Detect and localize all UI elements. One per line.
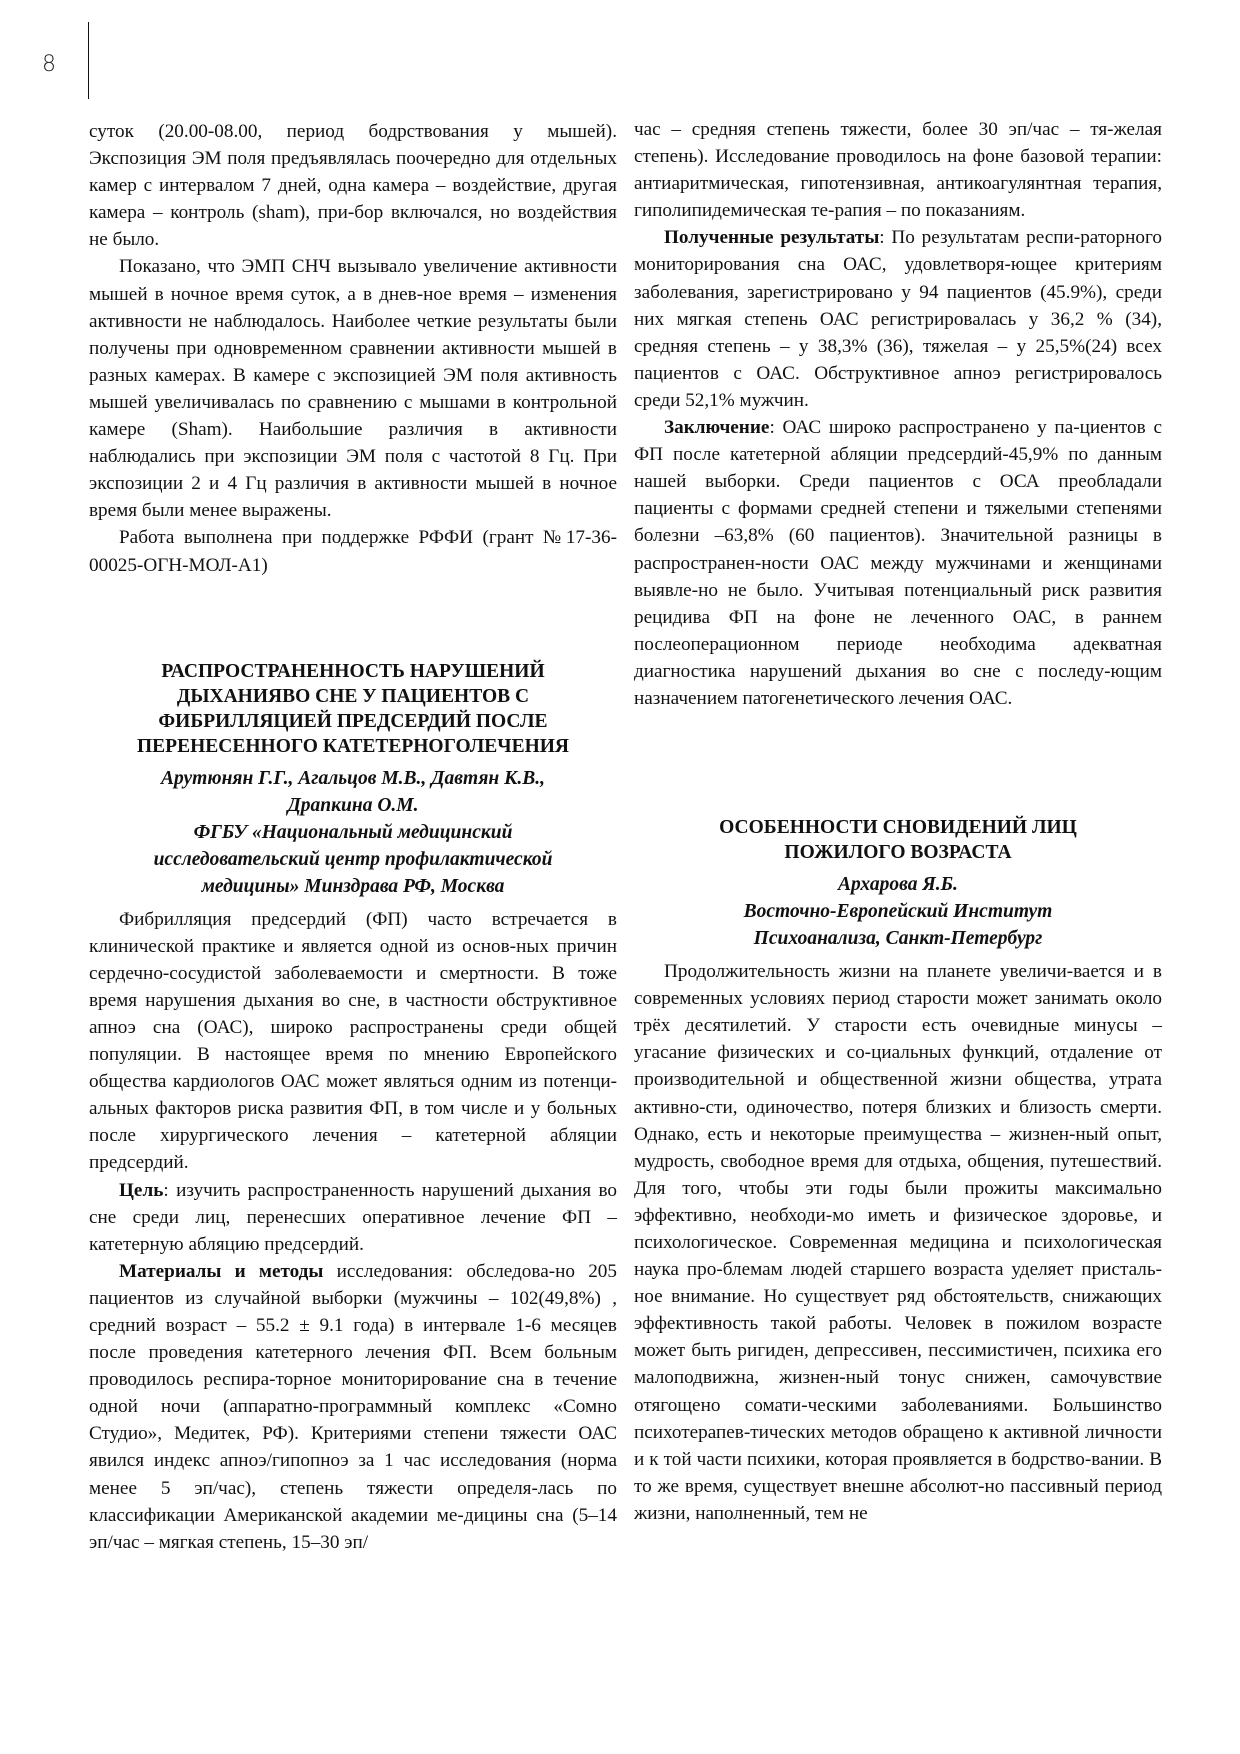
methods-continued-paragraph: час – средняя степень тяжести, более 30 эп/час – тя-желая степень). Исследование проводилось на фоне базовой терапии: антиаритмическая, гипотензивная, антикоагулянтная терапия, гиполипидемическая те-рапия – по показаниям.	[634, 119, 1162, 222]
article-authors	[89, 765, 617, 819]
affiliation-line: ФГБУ «Национальный медицинский	[193, 821, 513, 843]
affiliation-line: Психоанализа, Санкт-Петербург	[753, 928, 1043, 950]
continuation-paragraph-2: Показано, что ЭМП СНЧ вызывало увеличение активности мышей в ночное время суток, а в днев-ное время – изменения активности не наблюдалось. Наиболее четкие результаты были получены при одновременном сравнении активности мышей в разных камерах. В камере с экспозицией ЭМ поля активность мышей увеличивалась по сравнению с мышами в контрольной камере (Sham). Наибольшие различия в активности наблюдались при экспозиции ЭМ поля с частотой 8 Гц. При экспозиции 2 и 4 Гц различия в активности мышей в ночное время были менее выражены.	[89, 256, 617, 522]
results-text: : По результатам респи-раторного мониторирования сна ОАС, удовлетворя-ющее критериям заболевания, зарегистрировано у 94 пациентов (45.9%), среди них мягкая степень ОАС регистрировалась у 36,2 % (34), средняя степень – у 38,3% (36), тяжелая – у 25,5%(24) всех пациентов с ОАС. Обструктивное апноэ регистрировалось среди 52,1% мужчин.	[634, 227, 1162, 411]
methods-text: исследования: обследова-но 205 пациентов из случайной выборки (мужчины – 102(49,8%) , средний возраст – 55.2 ± 9.1 года) в интервале 1-6 месяцев после проведения катетерного лечения ФП. Всем больным проводилось респира-торное мониторирование сна в течение одной ночи (аппаратно-программный комплекс «Сомно Студио», Медитек, РФ). Критериями степени тяжести ОАС явился индекс апноэ/гипопноэ за 1 час исследования (норма менее 5 эп/час), степень тяжести определя-лась по классификации Американской академии ме-дицины сна (5–14 эп/час – мягкая степень, 15–30 эп/	[89, 1260, 617, 1553]
article-affiliation	[89, 819, 617, 900]
article-title-line: ДЫХАНИЯВО СНЕ У ПАЦИЕНТОВ С	[176, 685, 530, 707]
goal-label: Цель	[119, 1179, 164, 1201]
article-title-line: РАСПРОСТРАНЕННОСТЬ НАРУШЕНИЙ	[161, 660, 545, 682]
article-title-line: ФИБРИЛЛЯЦИЕЙ ПРЕДСЕРДИЙ ПОСЛЕ	[158, 710, 548, 732]
article-authors	[634, 871, 1162, 898]
methods-paragraph	[89, 1258, 617, 1556]
page-number: 8	[42, 52, 56, 77]
article-title-sleep-apnea	[89, 659, 617, 759]
authors-line: Архарова Я.Б.	[838, 874, 958, 896]
authors-line: Драпкина О.М.	[287, 794, 419, 816]
section-gap	[634, 712, 1162, 815]
results-paragraph	[634, 224, 1162, 414]
left-column	[89, 118, 617, 1556]
continuation-paragraph-1: суток (20.00-08.00, период бодрствования у мышей). Экспозиция ЭМ поля предъявлялась поочередно для отдельных камер с интервалом 7 дней, одна камера – воздействие, другая камера – контроль (sham), при-бор включался, но воздействия не было.	[89, 121, 617, 251]
article-affiliation	[634, 898, 1162, 952]
funding-note: Работа выполнена при поддержке РФФИ (грант №17-36-00025-ОГН-МОЛ-А1)	[89, 527, 617, 576]
section-gap	[89, 579, 617, 659]
header-vertical-rule	[88, 22, 89, 99]
goal-text: : изучить распространенность нарушений дыхания во сне среди лиц, перенесших оперативное лечение ФП – катетерную абляцию предсердий.	[89, 1179, 617, 1255]
goal-paragraph	[89, 1177, 617, 1258]
article-title-line: ПЕРЕНЕСЕННОГО КАТЕТЕРНОГОЛЕЧЕНИЯ	[137, 735, 569, 757]
affiliation-line: медицины» Минздрава РФ, Москва	[201, 875, 505, 897]
results-label: Полученные результаты	[664, 227, 880, 249]
conclusion-label: Заключение	[664, 417, 770, 439]
conclusion-paragraph	[634, 414, 1162, 712]
methods-label: Материалы и методы	[119, 1260, 324, 1282]
article-title-elderly-dreams	[634, 815, 1162, 865]
conclusion-text: : ОАС широко распространено у па-циентов с ФП после катетерной абляции предсердий-45,9% по данным нашей выборки. Среди пациентов с ОСА преобладали пациенты с формами средней степени и тяжелыми степенями болезни –63,8% (60 пациентов). Значительной разницы в распространен-ности ОАС между мужчинами и женщинами выявле-но не было. Учитывая потенциальный риск развития рецидива ФП на фоне не леченного ОАС, в раннем послеоперационном периоде необходима адекватная диагностика нарушений дыхания во сне с последу-ющим назначением патогенетического лечения ОАС.	[634, 417, 1162, 709]
article-title-line: ОСОБЕННОСТИ СНОВИДЕНИЙ ЛИЦ	[719, 817, 1077, 839]
elderly-dreams-body: Продолжительность жизни на планете увеличи-вается и в современных условиях период старости может занимать около трёх десятилетий. У старости есть очевидные минусы – угасание физических и со-циальных функций, отдаление от производительной и общественной жизни общества, утрата активно-сти, одиночество, потеря близких и близость смерти. Однако, есть и некоторые преимущества – жизнен-ный опыт, мудрость, свободное время для отдыха, общения, путешествий. Для того, чтобы эти годы были прожиты максимально эффективно, необходи-мо иметь и физическое здоровье, и психологическое. Современная медицина и психологическая наука про-блемам людей старшего возраста уделяет присталь-ное внимание. Но существует ряд обстоятельств, снижающих эффективность такой работы. Человек в пожилом возрасте может быть ригиден, депрессивен, пессимистичен, психика его малоподвижна, жизнен-ный тонус снижен, самочувствие отягощено сомати-ческими заболеваниями. Большинство психотерапев-тических методов обращено к активной личности и к той части психики, которая проявляется в бодрство-вании. В то же время, существует внешне абсолют-но пассивный период жизни, наполненный, тем не	[634, 961, 1162, 1524]
affiliation-line: Восточно-Европейский Институт	[743, 901, 1053, 923]
article-title-line: ПОЖИЛОГО ВОЗРАСТА	[784, 842, 1012, 864]
affiliation-line: исследовательский центр профилактической	[153, 848, 553, 870]
intro-paragraph: Фибрилляция предсердий (ФП) часто встречается в клинической практике и является одной из основ-ных причин сердечно-сосудистой заболеваемости и смертности. В тоже время нарушения дыхания во сне, в частности обструктивное апноэ сна (ОАС), широко распространены среди общей популяции. В настоящее время по мнению Европейского общества кардиологов ОАС может являться одним из потенци-альных факторов риска развития ФП, в том числе и у больных после хирургического лечения – катетерной абляции предсердий.	[89, 908, 617, 1174]
authors-line: Арутюнян Г.Г., Агальцов М.В., Давтян К.В.,	[161, 767, 545, 789]
right-column	[634, 116, 1162, 1527]
